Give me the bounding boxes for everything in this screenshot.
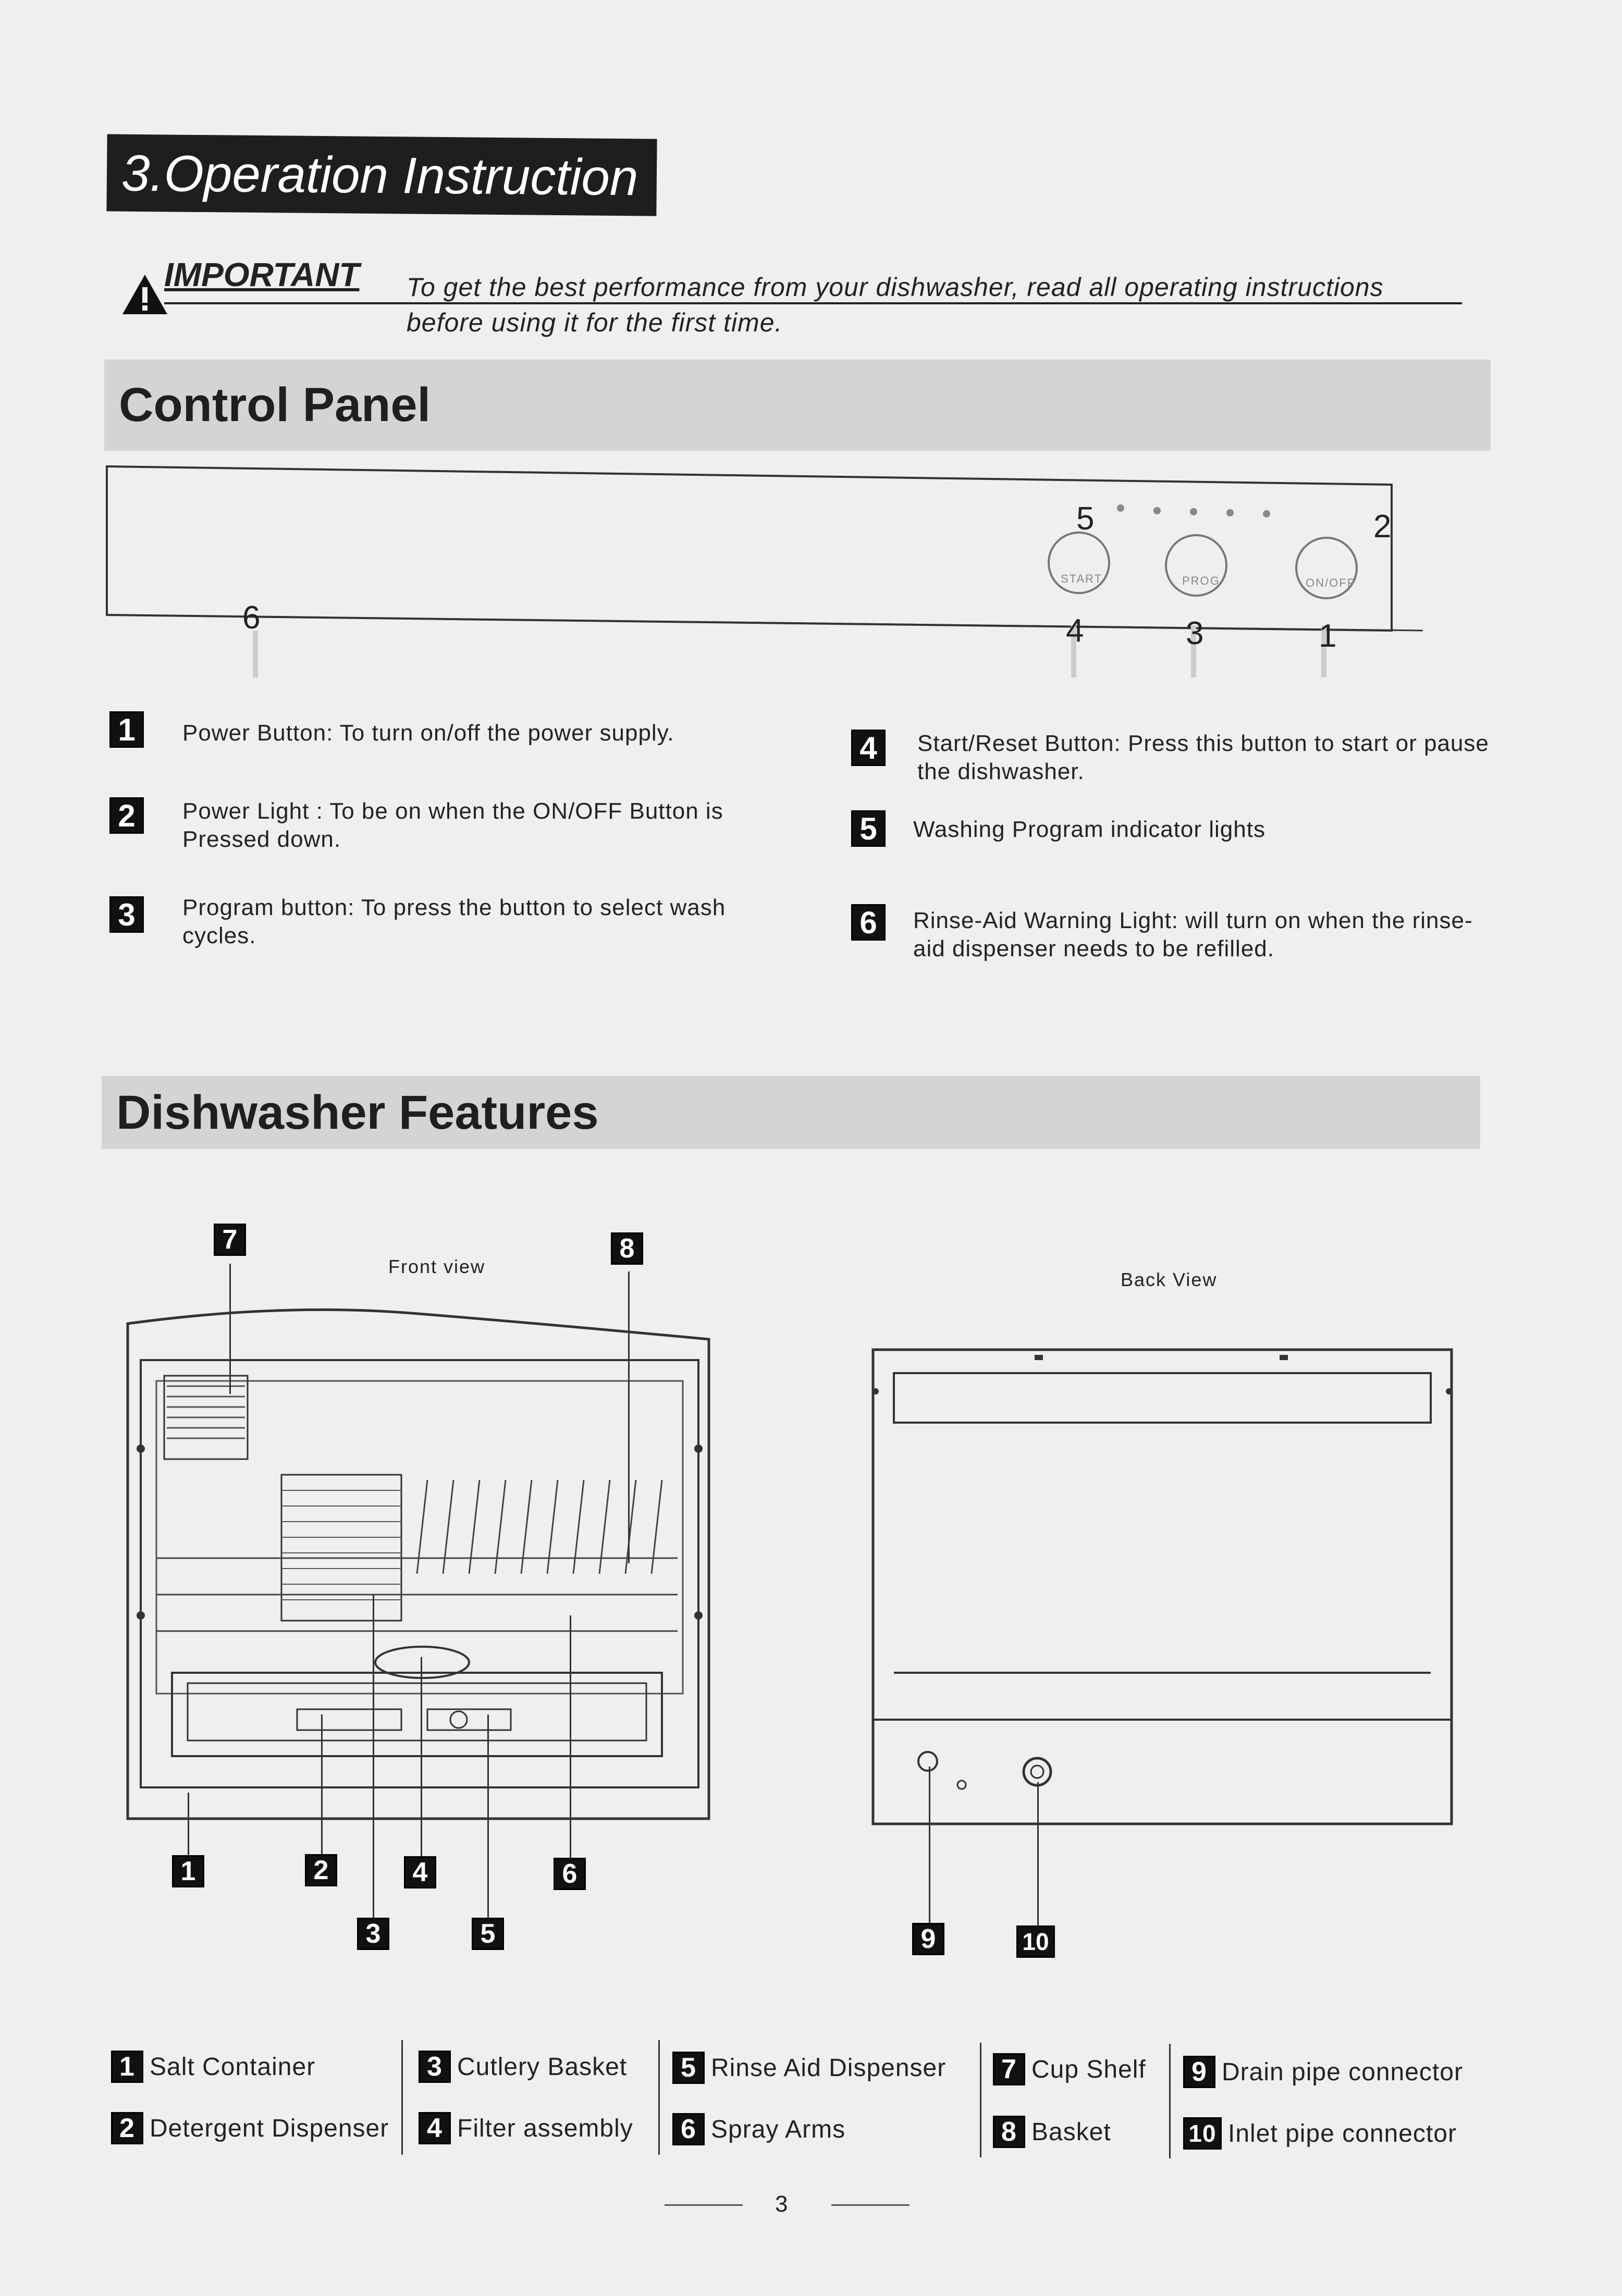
- program-button[interactable]: PROG: [1182, 574, 1220, 587]
- callout-2: 2: [1373, 509, 1392, 545]
- front-callout-5: 5: [472, 1918, 504, 1950]
- legend-badge-2: 2: [111, 2112, 143, 2144]
- legend-divider-2: [658, 2040, 660, 2155]
- footer-line-left: [665, 2204, 743, 2206]
- item-text-1: Power Button: To turn on/off the power supply.: [182, 720, 674, 746]
- legend-text-5: Rinse Aid Dispenser: [711, 2054, 947, 2082]
- legend-badge-8: 8: [993, 2116, 1025, 2148]
- back-callout-10: 10: [1016, 1925, 1055, 1958]
- footer-line-right: [831, 2204, 910, 2206]
- features-heading-text: Dishwasher Features: [116, 1085, 599, 1139]
- front-callout-1: 1: [172, 1855, 204, 1887]
- legend-text-6: Spray Arms: [711, 2115, 846, 2143]
- front-callout-4: 4: [404, 1856, 436, 1888]
- front-callout-7: 7: [214, 1224, 246, 1256]
- legend-basket: [993, 2116, 1111, 2148]
- legend-badge-5: 5: [672, 2052, 705, 2084]
- legend-rinse-aid-dispenser: [672, 2052, 946, 2084]
- item-text-4: Start/Reset Button: Press this button to start or pause the dishwasher.: [917, 731, 1489, 784]
- leader-5: [487, 1714, 489, 1918]
- callout-3: 3: [1186, 615, 1204, 651]
- legend-salt-container: [111, 2051, 315, 2083]
- legend-divider-3: [980, 2043, 981, 2157]
- legend-spray-arms: [672, 2113, 845, 2145]
- callout-5: 5: [1076, 501, 1095, 537]
- leader-8: [628, 1272, 630, 1563]
- legend-text-1: Salt Container: [150, 2053, 316, 2081]
- section-title-text: 3.Operation Instruction: [121, 144, 638, 206]
- front-view-diagram: [125, 1303, 724, 1824]
- legend-cup-shelf: [993, 2053, 1146, 2085]
- item-badge-3: 3: [109, 896, 144, 933]
- legend-text-10: Inlet pipe connector: [1228, 2119, 1457, 2147]
- section-title: [106, 134, 657, 216]
- legend-inlet-pipe-connector: [1183, 2117, 1457, 2150]
- back-callout-9: 9: [912, 1923, 944, 1955]
- control-panel-heading-text: Control Panel: [119, 378, 431, 431]
- item-badge-2: 2: [109, 797, 144, 834]
- legend-drain-pipe-connector: [1183, 2056, 1463, 2088]
- inlet-connector-drawing: [1024, 1758, 1051, 1785]
- legend-text-9: Drain pipe connector: [1222, 2058, 1463, 2086]
- callout-6: 6: [242, 600, 261, 636]
- page-number: 3: [775, 2191, 788, 2217]
- legend-badge-6: 6: [672, 2113, 705, 2145]
- legend-text-8: Basket: [1031, 2118, 1111, 2146]
- warning-icon: [121, 274, 168, 315]
- item-text-2: Power Light : To be on when the ON/OFF Button is Pressed down.: [182, 798, 723, 852]
- back-view-label: Back View: [1121, 1269, 1218, 1290]
- drain-connector-drawing: [918, 1752, 937, 1771]
- front-callout-8: 8: [611, 1232, 643, 1265]
- important-line-1: To get the best performance from your dishwasher, read all operating instructions: [407, 273, 1384, 302]
- legend-detergent-dispenser: [111, 2112, 389, 2144]
- legend-filter-assembly: [419, 2112, 633, 2144]
- important-notice: [117, 250, 1472, 344]
- control-panel-diagram: [99, 459, 1423, 677]
- leader-6: [570, 1615, 571, 1860]
- important-underline: [164, 302, 1462, 304]
- legend-divider-1: [401, 2040, 403, 2155]
- front-callout-2: 2: [305, 1854, 337, 1886]
- important-line-2: before using it for the first time.: [407, 308, 783, 337]
- leader-7: [229, 1264, 231, 1394]
- item-badge-5: 5: [851, 810, 886, 847]
- item-text-6: Rinse-Aid Warning Light: will turn on when the rinse-aid dispenser needs to be refilled.: [913, 908, 1473, 961]
- item-badge-4: 4: [851, 730, 886, 766]
- leader-4: [421, 1657, 422, 1860]
- back-view-diagram: [868, 1344, 1462, 1834]
- legend-cutlery-basket: [419, 2051, 627, 2083]
- legend-text-4: Filter assembly: [457, 2114, 633, 2142]
- legend-badge-7: 7: [993, 2053, 1025, 2085]
- item-text-3: Program button: To press the button to select wash cycles.: [182, 895, 726, 948]
- legend-badge-10: 10: [1183, 2117, 1222, 2150]
- legend-badge-9: 9: [1183, 2056, 1215, 2088]
- front-callout-6: 6: [554, 1858, 586, 1890]
- legend-badge-1: 1: [111, 2051, 143, 2083]
- legend-text-7: Cup Shelf: [1031, 2055, 1146, 2083]
- legend-badge-4: 4: [419, 2112, 451, 2144]
- front-callout-3: 3: [357, 1918, 389, 1950]
- legend-text-3: Cutlery Basket: [457, 2053, 628, 2081]
- front-view-label: Front view: [388, 1256, 486, 1277]
- leader-3: [373, 1595, 374, 1918]
- callout-4: 4: [1066, 613, 1084, 649]
- leader-10: [1037, 1782, 1039, 1928]
- legend-divider-4: [1169, 2044, 1171, 2158]
- callout-1: 1: [1319, 618, 1337, 654]
- leader-9: [929, 1767, 930, 1923]
- important-label: IMPORTANT: [164, 256, 360, 293]
- item-text-5: Washing Program indicator lights: [913, 817, 1265, 842]
- control-panel-heading: [104, 360, 1491, 451]
- power-button[interactable]: ON/OFF: [1306, 576, 1356, 589]
- features-heading: [102, 1076, 1480, 1149]
- item-badge-6: 6: [851, 904, 886, 941]
- legend-text-2: Detergent Dispenser: [150, 2114, 389, 2142]
- leader-2: [321, 1714, 323, 1858]
- item-badge-1: 1: [109, 711, 144, 748]
- legend-badge-3: 3: [419, 2051, 451, 2083]
- leader-1: [188, 1793, 189, 1860]
- start-reset-button[interactable]: START: [1061, 572, 1103, 585]
